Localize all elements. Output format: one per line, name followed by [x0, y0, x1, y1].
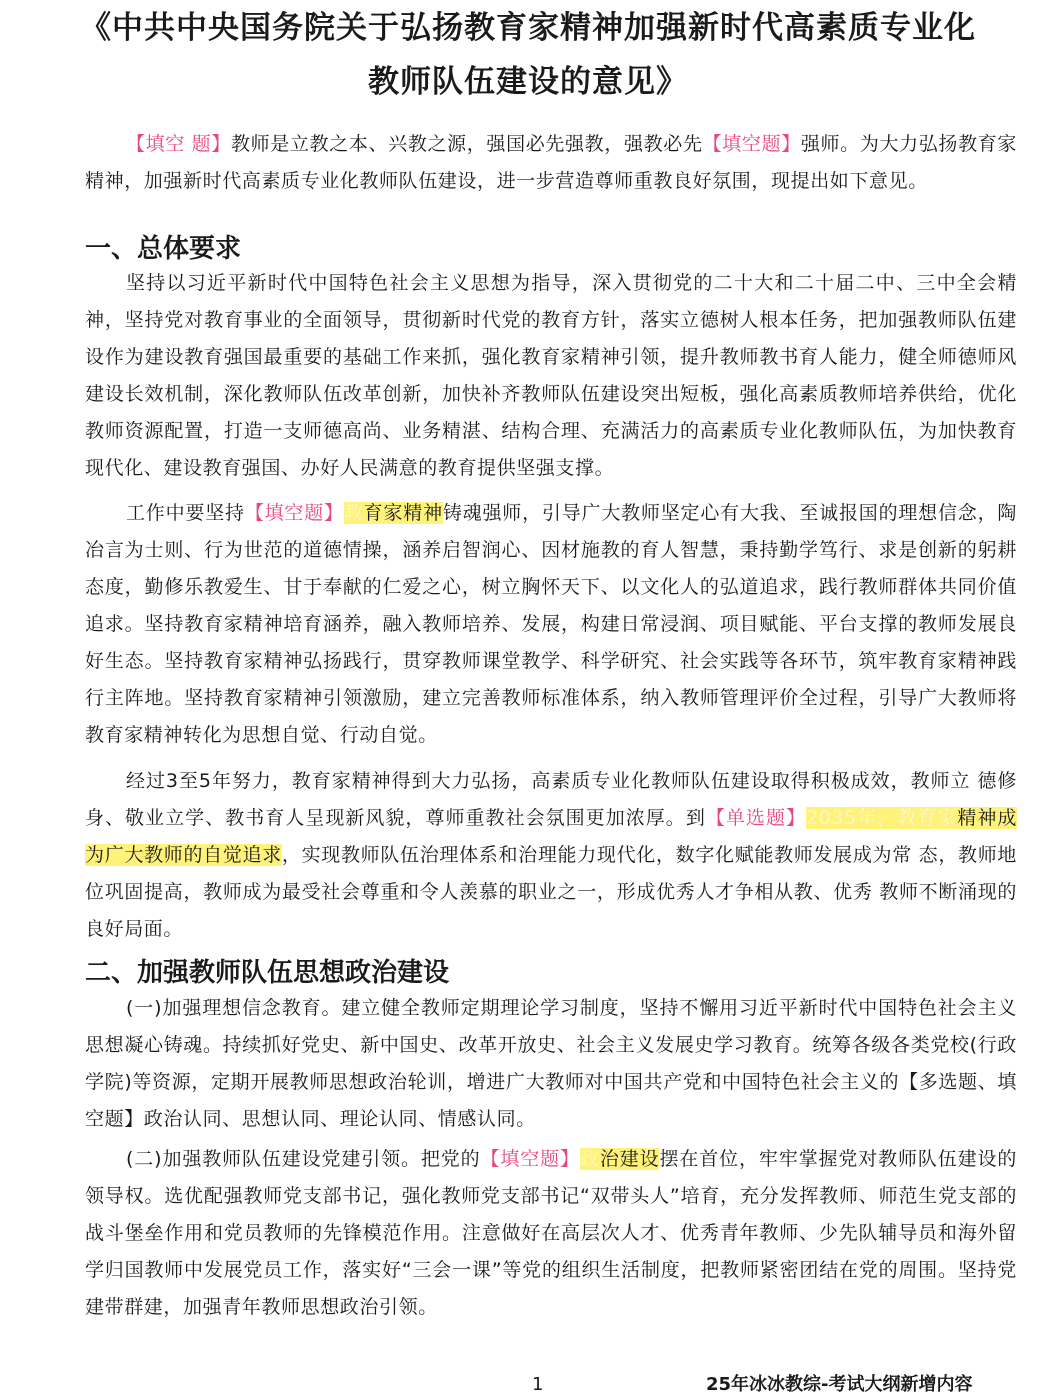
- question-tag: 【填空题】: [480, 1148, 580, 1170]
- paragraph-text: 工作中要坚持: [126, 502, 245, 524]
- paragraph-text: 摆在首位，牢牢掌握党对教师队伍建设的领导权。选优配强教师党支部书记，强化教师党支部书记“双带头人”培育，充分发挥教师、师范生党支部的战斗堡垒作用和党员教师的先锋模范作用。注意做好在高层次人才、优秀青年教师、少先队辅导员和海外留学归国教师中发展党员工作，落实好“三会一课”等党的组织生活制度，把教师紧密团结在党的周围。坚持党建带群建，加强青年教师思想政治引领。: [85, 1148, 1017, 1318]
- section-heading-1: 一、总体要求: [85, 234, 242, 264]
- section2-paragraph-1: (一)加强理想信念教育。建立健全教师定期理论学习制度，坚持不懈用习近平新时代中国特色社会主义思想凝心铸魂。持续抓好党史、新中国史、改革开放史、社会主义发展史学习教育。统筹各级各类党校(行政学院)等资源，定期开展教师思想政治轮训，增进广大教师对中国共产党和中国特色社会主义的【多选题、填空题】政治认同、思想认同、理论认同、情感认同。: [85, 997, 1017, 1130]
- question-tag: 【填空 题】: [126, 133, 231, 155]
- document-title-line-2: 教师队伍建设的意见》: [368, 64, 688, 100]
- intro-text-2: 强师。为大力弘扬教育家精神，加强新时代高素质专业化教师队伍建设，进一步营造尊师重教良好氛围，现提出如下意见。: [85, 133, 1017, 192]
- document-title-line-1: 《中共中央国务院关于弘扬教育家精神加强新时代高素质专业化: [80, 10, 976, 46]
- paragraph-text: 铸魂强师，引导广大教师坚定心有大我、至诚报国的理想信念，陶冶言为士则、行为世范的道德情操，涵养启智润心、因材施教的育人智慧，秉持勤学笃行、求是创新的躬耕态度，勤修乐教爱生、甘于奉献的仁爱之心，树立胸怀天下、以文化人的弘道追求，践行教师群体共同价值追求。坚持教育家精神培育涵养，融入教师培养、发展，构建日常浸润、项目赋能、平台支撑的教师发展良好生态。坚持教育家精神弘扬践行，贯穿教师课堂教学、科学研究、社会实践等各环节，筑牢教育家精神践行主阵地。坚持教育家精神引领激励，建立完善教师标准体系，纳入教师管理评价全过程，引导广大教师将教育家精神转化为思想自觉、行动自觉。: [85, 502, 1017, 746]
- section1-paragraph-2: [85, 495, 1017, 754]
- section1-paragraph-3: [85, 763, 1017, 948]
- highlighted-answer-faded: 2035年，教育家: [806, 807, 958, 829]
- highlighted-answer: 育家精神: [363, 502, 443, 524]
- intro-paragraph: [85, 126, 1017, 200]
- section-heading-2: 二、加强教师队伍思想政治建设: [85, 958, 450, 988]
- paragraph-text: ，实现教师队伍治理体系和治理能力现代化，数字化赋能教师发展成为常 态，教师地位巩固提高，教师成为最受社会尊重和令人羡慕的职业之一，形成优秀人才争相从教、优秀 教师不断涌现的良好局面。: [85, 844, 1017, 940]
- footer-note: 25年冰冰教综-考试大纲新增内容: [706, 1374, 973, 1395]
- highlighted-answer-faded: 教: [343, 502, 364, 524]
- section1-paragraph-1: 坚持以习近平新时代中国特色社会主义思想为指导，深入贯彻党的二十大和二十届二中、三中全会精神，坚持党对教育事业的全面领导，贯彻新时代党的教育方针，落实立德树人根本任务，把加强教师队伍建设作为建设教育强国最重要的基础工作来抓，强化教育家精神引领，提升教师教书育人能力，健全师德师风建设长效机制，深化教师队伍改革创新，加快补齐教师队伍建设突出短板，强化高素质教师培养供给，优化教师资源配置，打造一支师德高尚、业务精湛、结构合理、充满活力的高素质专业化教师队伍，为加快教育现代化、建设教育强国、办好人民满意的教育提供坚强支撑。: [85, 272, 1017, 479]
- question-tag: 【填空题】: [244, 502, 344, 524]
- highlighted-answer: 治建设: [599, 1148, 660, 1170]
- page-number: 1: [532, 1374, 544, 1395]
- intro-text-1: 教师是立教之本、兴教之源，强国必先强教，强教必先: [230, 133, 703, 155]
- paragraph-text: 经过3至5年努力，教育家精神得到大力弘扬，高素质专业化教师队伍建设取得积极成效，教师立 德修身、敬业立学、教书育人呈现新风貌，尊师重教社会氛围更加浓厚。到: [85, 770, 1017, 829]
- highlighted-answer: 精神成为广大教师的自觉追求: [85, 807, 1017, 866]
- question-tag: 【单选题】: [705, 807, 806, 829]
- highlighted-answer-faded: 政: [579, 1148, 600, 1170]
- section2-paragraph-2: [85, 1141, 1017, 1326]
- paragraph-text: (二)加强教师队伍建设党建引领。把党的: [126, 1148, 481, 1170]
- question-tag: 【填空题】: [702, 133, 801, 155]
